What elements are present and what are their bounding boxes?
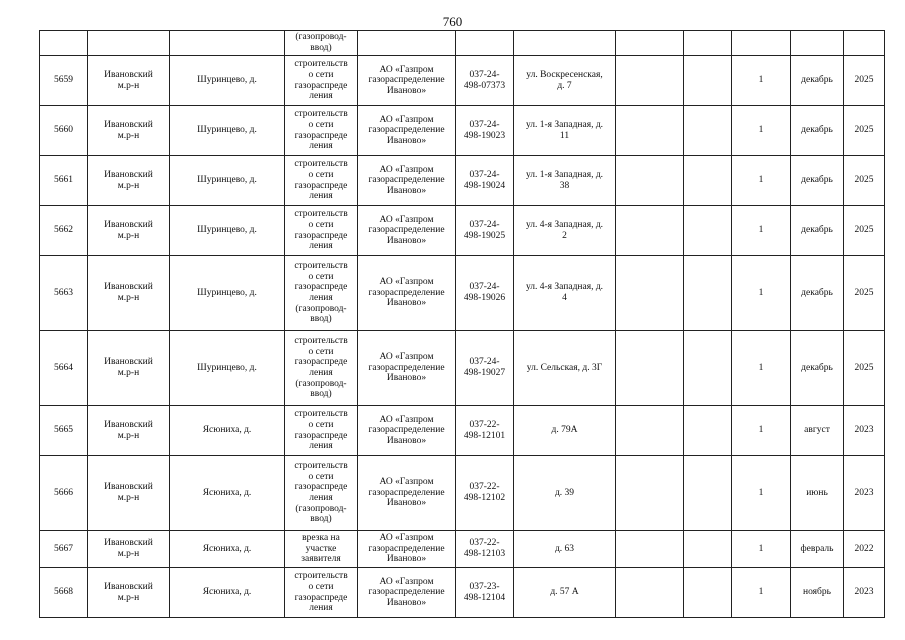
cell-district xyxy=(88,256,170,331)
cell-district xyxy=(88,106,170,156)
cell-work-type xyxy=(285,206,358,256)
cell-address xyxy=(514,331,616,406)
cell-quantity xyxy=(732,256,791,331)
cell-work-type xyxy=(285,531,358,568)
object-code-text: 037-22- 498-12101 xyxy=(463,419,506,441)
cell-empty xyxy=(684,531,732,568)
cell-year xyxy=(844,331,885,406)
cell-record-number xyxy=(40,206,88,256)
cell-empty xyxy=(616,256,684,331)
work-type-text: строительств о сети газораспреде ления xyxy=(294,59,348,102)
object-code-text: 037-24- 498-19024 xyxy=(463,169,506,191)
cell-empty xyxy=(791,31,844,56)
cell-work-type xyxy=(285,256,358,331)
work-type-text: строительств о сети газораспреде ления (газопровод- ввод) xyxy=(294,261,348,325)
district-text: Ивановский м.р-н xyxy=(104,282,153,303)
year-text: 2025 xyxy=(854,362,874,373)
table-row xyxy=(40,568,885,618)
cell-record-number xyxy=(40,456,88,531)
cell-address xyxy=(514,456,616,531)
month-text: декабрь xyxy=(801,287,833,298)
district-text: Ивановский м.р-н xyxy=(104,538,153,559)
table-row xyxy=(40,156,885,206)
district-text: Ивановский м.р-н xyxy=(104,219,153,241)
cell-empty xyxy=(514,31,616,56)
cell-empty xyxy=(684,406,732,456)
record-number-text: 5664 xyxy=(54,362,73,373)
cell-district xyxy=(88,456,170,531)
cell-empty xyxy=(684,331,732,406)
cell-district xyxy=(88,568,170,618)
cell-record-number xyxy=(40,331,88,406)
cell-month xyxy=(791,568,844,618)
year-text: 2025 xyxy=(854,175,874,186)
locality-text: Шуринцево, д. xyxy=(197,75,257,86)
cell-address xyxy=(514,531,616,568)
quantity-text: 1 xyxy=(758,543,764,554)
organization-text: АО «Газпром газораспределение Иваново» xyxy=(368,477,445,509)
record-number-text: 5660 xyxy=(54,125,73,136)
organization-text: АО «Газпром газораспределение Иваново» xyxy=(368,164,445,196)
cell-year xyxy=(844,531,885,568)
cell-organization xyxy=(358,156,456,206)
address-text: ул. Воскресенская, д. 7 xyxy=(526,69,603,91)
quantity-text: 1 xyxy=(758,125,764,136)
cell-quantity xyxy=(732,406,791,456)
cell-object-code xyxy=(456,256,514,331)
cell-address xyxy=(514,256,616,331)
cell-organization xyxy=(358,256,456,331)
table-row xyxy=(40,456,885,531)
cell-work-type xyxy=(285,56,358,106)
month-text: декабрь xyxy=(801,175,833,186)
table-row xyxy=(40,206,885,256)
cell-record-number xyxy=(40,531,88,568)
record-number-text: 5667 xyxy=(54,543,73,554)
cell-record-number xyxy=(40,56,88,106)
cell-year xyxy=(844,106,885,156)
cell-quantity xyxy=(732,568,791,618)
organization-text: АО «Газпром газораспределение Иваново» xyxy=(368,114,445,146)
cell-month xyxy=(791,206,844,256)
cell-empty xyxy=(684,568,732,618)
address-text: ул. Сельская, д. 3Г xyxy=(526,362,603,373)
cell-organization xyxy=(358,406,456,456)
cell-year xyxy=(844,456,885,531)
cell-year xyxy=(844,156,885,206)
locality-text: Ясюниха, д. xyxy=(202,487,252,498)
year-text: 2022 xyxy=(854,543,874,554)
object-code-text: 037-24- 498-07373 xyxy=(463,69,506,91)
work-type-text: строительств о сети газораспреде ления (газопровод- ввод) xyxy=(294,461,348,525)
quantity-text: 1 xyxy=(758,587,764,598)
cell-quantity xyxy=(732,206,791,256)
cell-object-code xyxy=(456,206,514,256)
cell-month xyxy=(791,156,844,206)
locality-text: Ясюниха, д. xyxy=(202,425,252,436)
cell-empty xyxy=(616,568,684,618)
cell-locality xyxy=(170,331,285,406)
organization-text: АО «Газпром газораспределение Иваново» xyxy=(368,533,445,565)
page-number: 760 xyxy=(442,14,463,29)
month-text: ноябрь xyxy=(803,587,831,598)
record-number-text: 5659 xyxy=(54,75,73,86)
locality-text: Шуринцево, д. xyxy=(197,362,257,373)
object-code-text: 037-24- 498-19027 xyxy=(463,357,506,378)
cell-work-type xyxy=(285,456,358,531)
cell-empty xyxy=(456,31,514,56)
cell-empty xyxy=(684,31,732,56)
cell-quantity xyxy=(732,331,791,406)
locality-text: Шуринцево, д. xyxy=(197,225,257,236)
cell-empty xyxy=(616,106,684,156)
work-type-text: строительств о сети газораспреде ления xyxy=(294,109,348,152)
cell-month xyxy=(791,531,844,568)
cell-address xyxy=(514,156,616,206)
year-text: 2025 xyxy=(854,225,874,236)
quantity-text: 1 xyxy=(758,175,764,186)
cell-locality xyxy=(170,568,285,618)
district-text: Ивановский м.р-н xyxy=(104,69,153,91)
district-text: Ивановский м.р-н xyxy=(104,169,153,191)
month-text: декабрь xyxy=(801,362,833,373)
organization-text: АО «Газпром газораспределение Иваново» xyxy=(368,214,445,246)
cell-work-type xyxy=(285,156,358,206)
table-row-continuation xyxy=(40,31,885,56)
cell-object-code xyxy=(456,331,514,406)
cell-record-number xyxy=(40,106,88,156)
year-text: 2023 xyxy=(854,425,874,436)
cell-object-code xyxy=(456,568,514,618)
address-text: д. 57 А xyxy=(550,587,579,598)
quantity-text: 1 xyxy=(758,75,764,86)
work-type-fragment-text: (газопровод- ввод) xyxy=(295,32,347,53)
cell-year xyxy=(844,56,885,106)
record-number-text: 5662 xyxy=(54,225,73,236)
cell-empty xyxy=(684,56,732,106)
cell-empty xyxy=(616,206,684,256)
cell-empty xyxy=(684,106,732,156)
cell-month xyxy=(791,56,844,106)
month-text: декабрь xyxy=(801,75,833,86)
cell-year xyxy=(844,568,885,618)
table-row xyxy=(40,531,885,568)
object-code-text: 037-24- 498-19026 xyxy=(463,282,506,303)
quantity-text: 1 xyxy=(758,425,764,436)
cell-record-number xyxy=(40,406,88,456)
cell-empty xyxy=(616,531,684,568)
cell-district xyxy=(88,406,170,456)
year-text: 2023 xyxy=(854,487,874,498)
table-row xyxy=(40,56,885,106)
cell-object-code xyxy=(456,56,514,106)
cell-address xyxy=(514,406,616,456)
object-code-text: 037-22- 498-12102 xyxy=(463,482,506,503)
cell-year xyxy=(844,206,885,256)
year-text: 2025 xyxy=(854,75,874,86)
cell-locality xyxy=(170,156,285,206)
district-text: Ивановский м.р-н xyxy=(104,119,153,141)
work-type-text: строительств о сети газораспреде ления xyxy=(294,159,348,202)
locality-text: Шуринцево, д. xyxy=(197,287,257,298)
cell-organization xyxy=(358,456,456,531)
cell-locality xyxy=(170,531,285,568)
cell-record-number xyxy=(40,156,88,206)
cell-organization xyxy=(358,568,456,618)
object-code-text: 037-24- 498-19025 xyxy=(463,219,506,241)
cell-organization xyxy=(358,206,456,256)
table-row xyxy=(40,406,885,456)
cell-empty xyxy=(616,406,684,456)
record-number-text: 5661 xyxy=(54,175,73,186)
organization-text: АО «Газпром газораспределение Иваново» xyxy=(368,414,445,446)
cell-locality xyxy=(170,206,285,256)
address-text: ул. 4-я Западная, д. 2 xyxy=(525,219,604,241)
cell-organization xyxy=(358,331,456,406)
cell-work-type xyxy=(285,406,358,456)
cell-object-code xyxy=(456,406,514,456)
month-text: декабрь xyxy=(801,125,833,136)
cell-quantity xyxy=(732,106,791,156)
cell-empty xyxy=(616,31,684,56)
address-text: д. 63 xyxy=(554,543,575,554)
object-code-text: 037-24- 498-19023 xyxy=(463,119,506,141)
cell-empty xyxy=(170,31,285,56)
address-text: ул. 1-я Западная, д. 38 xyxy=(525,169,604,191)
table-row xyxy=(40,256,885,331)
address-text: ул. 4-я Западная, д. 4 xyxy=(525,282,604,303)
cell-empty xyxy=(40,31,88,56)
cell-empty xyxy=(684,256,732,331)
cell-district xyxy=(88,331,170,406)
cell-quantity xyxy=(732,156,791,206)
cell-locality xyxy=(170,456,285,531)
work-type-text: строительств о сети газораспреде ления xyxy=(294,571,348,614)
cell-locality xyxy=(170,256,285,331)
cell-work-type xyxy=(285,331,358,406)
cell-empty xyxy=(684,456,732,531)
cell-object-code xyxy=(456,156,514,206)
cell-record-number xyxy=(40,256,88,331)
organization-text: АО «Газпром газораспределение Иваново» xyxy=(368,64,445,96)
table-row xyxy=(40,106,885,156)
district-text: Ивановский м.р-н xyxy=(104,482,153,503)
cell-district xyxy=(88,156,170,206)
district-text: Ивановский м.р-н xyxy=(104,419,153,441)
work-type-text: врезка на участке заявителя xyxy=(301,533,341,565)
cell-month xyxy=(791,406,844,456)
cell-address xyxy=(514,56,616,106)
quantity-text: 1 xyxy=(758,487,764,498)
table-body xyxy=(40,31,885,618)
object-code-text: 037-23- 498-12104 xyxy=(463,581,506,603)
month-text: декабрь xyxy=(801,225,833,236)
cell-work-type xyxy=(285,106,358,156)
organization-text: АО «Газпром газораспределение Иваново» xyxy=(368,277,445,309)
record-number-text: 5668 xyxy=(54,587,73,598)
cell-quantity xyxy=(732,56,791,106)
locality-text: Шуринцево, д. xyxy=(197,175,257,186)
cell-organization xyxy=(358,56,456,106)
cell-empty xyxy=(616,56,684,106)
record-number-text: 5665 xyxy=(54,425,73,436)
locality-text: Ясюниха, д. xyxy=(202,587,252,598)
district-text: Ивановский м.р-н xyxy=(104,581,153,603)
month-text: август xyxy=(804,425,830,436)
cell-empty xyxy=(358,31,456,56)
cell-address xyxy=(514,106,616,156)
cell-object-code xyxy=(456,531,514,568)
cell-record-number xyxy=(40,568,88,618)
cell-empty xyxy=(844,31,885,56)
address-text: ул. 1-я Западная, д. 11 xyxy=(525,119,604,141)
month-text: февраль xyxy=(800,543,834,554)
address-text: д. 79А xyxy=(551,425,578,436)
cell-year xyxy=(844,256,885,331)
cell-district xyxy=(88,56,170,106)
cell-organization xyxy=(358,531,456,568)
organization-text: АО «Газпром газораспределение Иваново» xyxy=(368,352,445,384)
locality-text: Ясюниха, д. xyxy=(202,543,252,554)
cell-object-code xyxy=(456,456,514,531)
cell-empty xyxy=(616,156,684,206)
cell-quantity xyxy=(732,456,791,531)
cell-empty xyxy=(732,31,791,56)
work-type-text: строительств о сети газораспреде ления xyxy=(294,209,348,252)
record-number-text: 5663 xyxy=(54,287,73,298)
organization-text: АО «Газпром газораспределение Иваново» xyxy=(368,576,445,608)
cell-work-type xyxy=(285,568,358,618)
month-text: июнь xyxy=(806,487,828,498)
quantity-text: 1 xyxy=(758,287,764,298)
quantity-text: 1 xyxy=(758,362,764,373)
register-table xyxy=(39,30,885,618)
district-text: Ивановский м.р-н xyxy=(104,357,153,378)
cell-month xyxy=(791,456,844,531)
cell-work-type-fragment xyxy=(285,31,358,56)
cell-empty xyxy=(88,31,170,56)
work-type-text: строительств о сети газораспреде ления (газопровод- ввод) xyxy=(294,336,348,400)
year-text: 2025 xyxy=(854,287,874,298)
cell-month xyxy=(791,331,844,406)
quantity-text: 1 xyxy=(758,225,764,236)
cell-address xyxy=(514,568,616,618)
cell-month xyxy=(791,106,844,156)
record-number-text: 5666 xyxy=(54,487,73,498)
cell-month xyxy=(791,256,844,331)
address-text: д. 39 xyxy=(554,487,575,498)
cell-locality xyxy=(170,106,285,156)
cell-quantity xyxy=(732,531,791,568)
object-code-text: 037-22- 498-12103 xyxy=(463,538,506,559)
year-text: 2025 xyxy=(854,125,874,136)
cell-locality xyxy=(170,56,285,106)
cell-object-code xyxy=(456,106,514,156)
cell-locality xyxy=(170,406,285,456)
cell-empty xyxy=(616,331,684,406)
cell-empty xyxy=(616,456,684,531)
cell-district xyxy=(88,206,170,256)
cell-year xyxy=(844,406,885,456)
year-text: 2023 xyxy=(854,587,874,598)
cell-empty xyxy=(684,206,732,256)
cell-organization xyxy=(358,106,456,156)
work-type-text: строительств о сети газораспреде ления xyxy=(294,409,348,452)
cell-empty xyxy=(684,156,732,206)
cell-address xyxy=(514,206,616,256)
locality-text: Шуринцево, д. xyxy=(197,125,257,136)
cell-district xyxy=(88,531,170,568)
table-row xyxy=(40,331,885,406)
